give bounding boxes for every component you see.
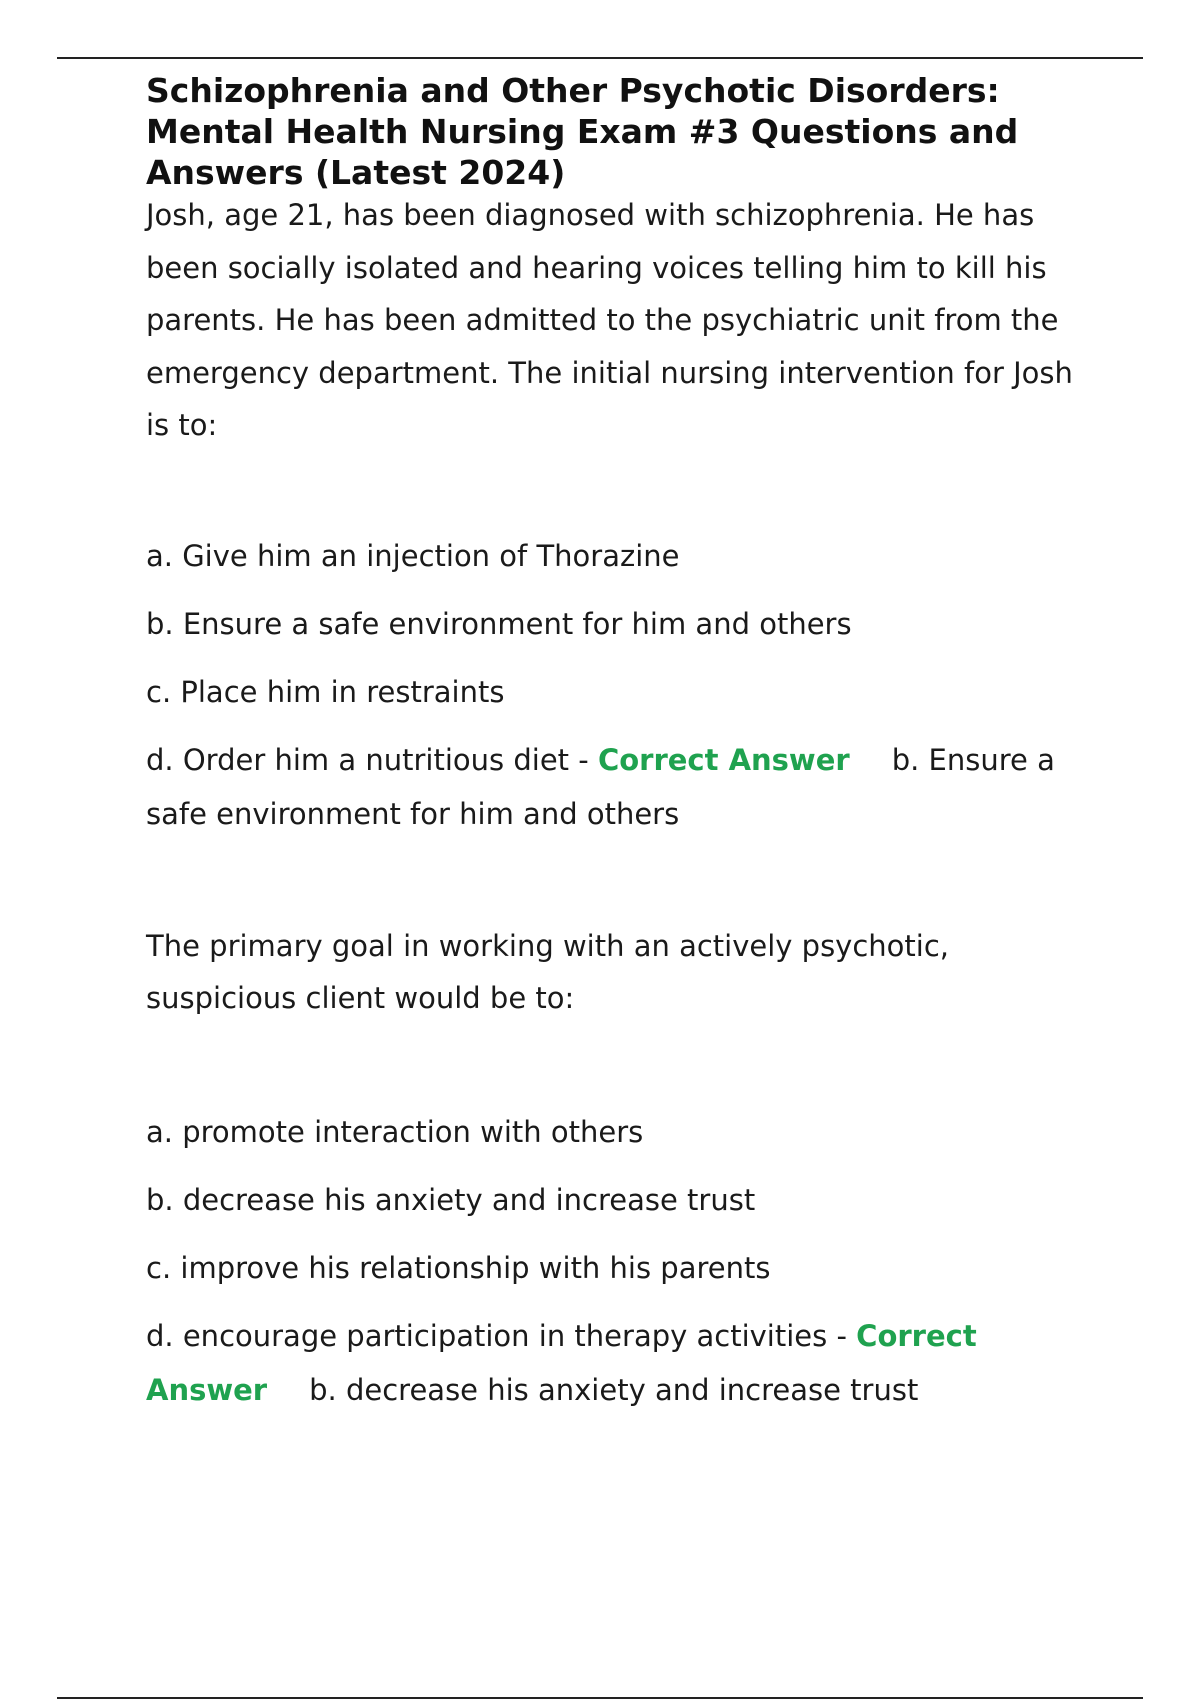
top-rule: [57, 57, 1143, 59]
option-c: c. improve his relationship with his parents: [146, 1250, 771, 1285]
document-title: Schizophrenia and Other Psychotic Disorders: Mental Health Nursing Exam #3 Questions and Answers (Latest 2024): [146, 71, 1019, 192]
option-d-with-answer: [146, 733, 1096, 841]
option-a: a. Give him an injection of Thorazine: [146, 538, 680, 573]
option-a: a. promote interaction with others: [146, 1114, 644, 1149]
answer-text: b. Ensure a safe environment for him and others: [146, 742, 1055, 831]
correct-answer-word-2: Answer: [146, 1372, 268, 1407]
question-2: [146, 920, 1096, 1417]
option-b: b. Ensure a safe environment for him and others: [146, 606, 852, 641]
question-stem: The primary goal in working with an actively psychotic, suspicious client would be to:: [146, 928, 949, 1015]
option-d: d. Order him a nutritious diet -: [146, 742, 589, 777]
option-list: [146, 1105, 1096, 1417]
question-1: [146, 189, 1096, 841]
answer-text: b. decrease his anxiety and increase trust: [309, 1372, 919, 1407]
option-list: [146, 529, 1096, 841]
option-c: c. Place him in restraints: [146, 674, 505, 709]
correct-answer-word-1: Correct: [856, 1318, 977, 1353]
option-d: d. encourage participation in therapy activities -: [146, 1318, 847, 1353]
option-b: b. decrease his anxiety and increase trust: [146, 1182, 756, 1217]
correct-answer-label: Correct Answer: [597, 742, 850, 777]
question-stem: Josh, age 21, has been diagnosed with schizophrenia. He has been socially isolated and hearing voices telling him to kill his parents. He has been admitted to the psychiatric unit from the emergency department. The initial nursing intervention for Josh is to:: [146, 198, 1073, 442]
option-d-with-answer: [146, 1309, 1096, 1417]
bottom-rule: [57, 1697, 1143, 1699]
document-body: [146, 70, 1096, 1431]
